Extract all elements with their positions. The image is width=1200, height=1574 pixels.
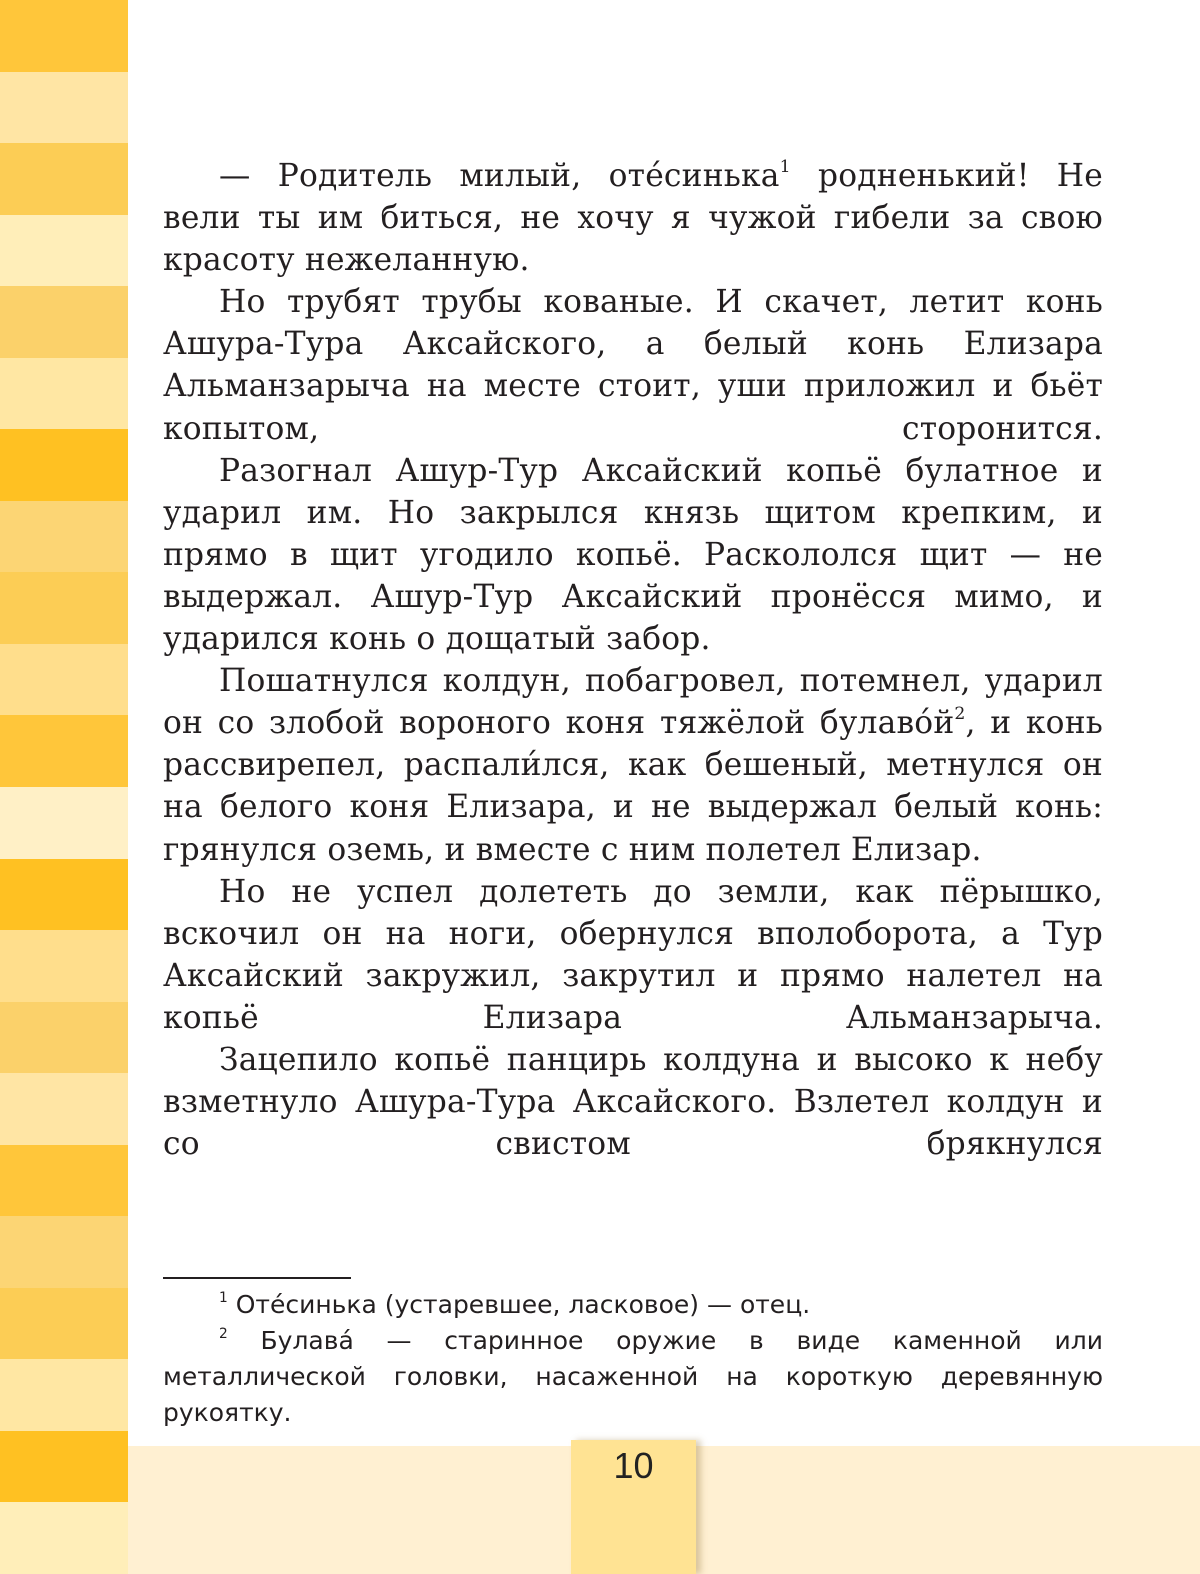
stripe xyxy=(0,787,128,859)
stripe xyxy=(0,1288,128,1360)
paragraph: — Родитель милый, отéсинька$^1$ родненький! Не вели ты им биться, не хочу я чужой гибели за свою красоту нежеланную. xyxy=(163,157,1103,279)
stripe xyxy=(0,572,128,644)
paragraph: Разогнал Ашур-Тур Аксайский копьё булатное и ударил им. Но закрылся князь щитом крепким, и прямо в щит угодило копьё. Раскололся щит — не выдержал. Ашур-Тур Аксайский пронёсся мимо, и ударился конь о дощатый забор. xyxy=(163,452,1103,658)
stripe xyxy=(0,1359,128,1431)
stripe xyxy=(0,1073,128,1145)
footnote-mark: 2 xyxy=(219,1326,228,1342)
footnote xyxy=(163,1323,1103,1431)
stripe xyxy=(0,859,128,931)
stripe xyxy=(0,644,128,716)
footnote xyxy=(163,1287,1103,1323)
paragraph: Но не успел долететь до земли, как пёрышко, вскочил он на ноги, обернулся вполоборота, а Тур Аксайский закружил, закрутил и прямо налетел на копьё Елизара Альманзарыча. xyxy=(163,873,1103,1036)
stripe xyxy=(0,0,128,72)
stripe xyxy=(0,1145,128,1217)
footnote-ref: 2 xyxy=(954,704,966,725)
stripe xyxy=(0,1431,128,1503)
decorative-stripe-border xyxy=(0,0,128,1574)
footnotes-block xyxy=(163,1287,1103,1431)
paragraph: Но трубят трубы кованые. И скачет, летит конь Ашура-Тура Аксайского, а белый конь Елизара Альманзарыча на месте стоит, уши приложил и бьёт копытом, сторонится. xyxy=(163,284,1103,447)
stripe xyxy=(0,215,128,287)
stripe xyxy=(0,1502,128,1574)
paragraph: Пошатнулся колдун, побагровел, потемнел, ударил он со злобой вороного коня тяжёлой булавóй$^2$, и конь рассвирепел, распали́лся, как бешеный, метнулся он на белого коня Елизара, и не выдержал белый конь: грянулся оземь, и вместе с ним полетел Елизар. xyxy=(163,663,1103,868)
stripe xyxy=(0,429,128,501)
stripe xyxy=(0,286,128,358)
stripe xyxy=(0,715,128,787)
footnote-mark: 1 xyxy=(219,1290,228,1306)
main-text-block xyxy=(163,155,1103,1165)
footnote-text: Отéсинька (устаревшее, ласковое) — отец. xyxy=(235,1290,811,1319)
stripe xyxy=(0,930,128,1002)
stripe xyxy=(0,501,128,573)
page-number: 10 xyxy=(613,1445,654,1486)
stripe xyxy=(0,143,128,215)
footnote-ref: 1 xyxy=(779,157,791,178)
page-number-tab xyxy=(571,1440,696,1574)
stripe xyxy=(0,358,128,430)
stripe xyxy=(0,72,128,144)
footnote-divider xyxy=(163,1277,351,1279)
stripe xyxy=(0,1216,128,1288)
footnote-text: Булавá — старинное оружие в виде каменной или металлической головки, насаженной на короткую деревянную рукоятку. xyxy=(163,1326,1103,1427)
paragraph: Зацепило копьё панцирь колдуна и высоко к небу взметнуло Ашура-Тура Аксайского. Взлетел колдун и со свистом брякнулся xyxy=(163,1041,1103,1163)
stripe xyxy=(0,1002,128,1074)
